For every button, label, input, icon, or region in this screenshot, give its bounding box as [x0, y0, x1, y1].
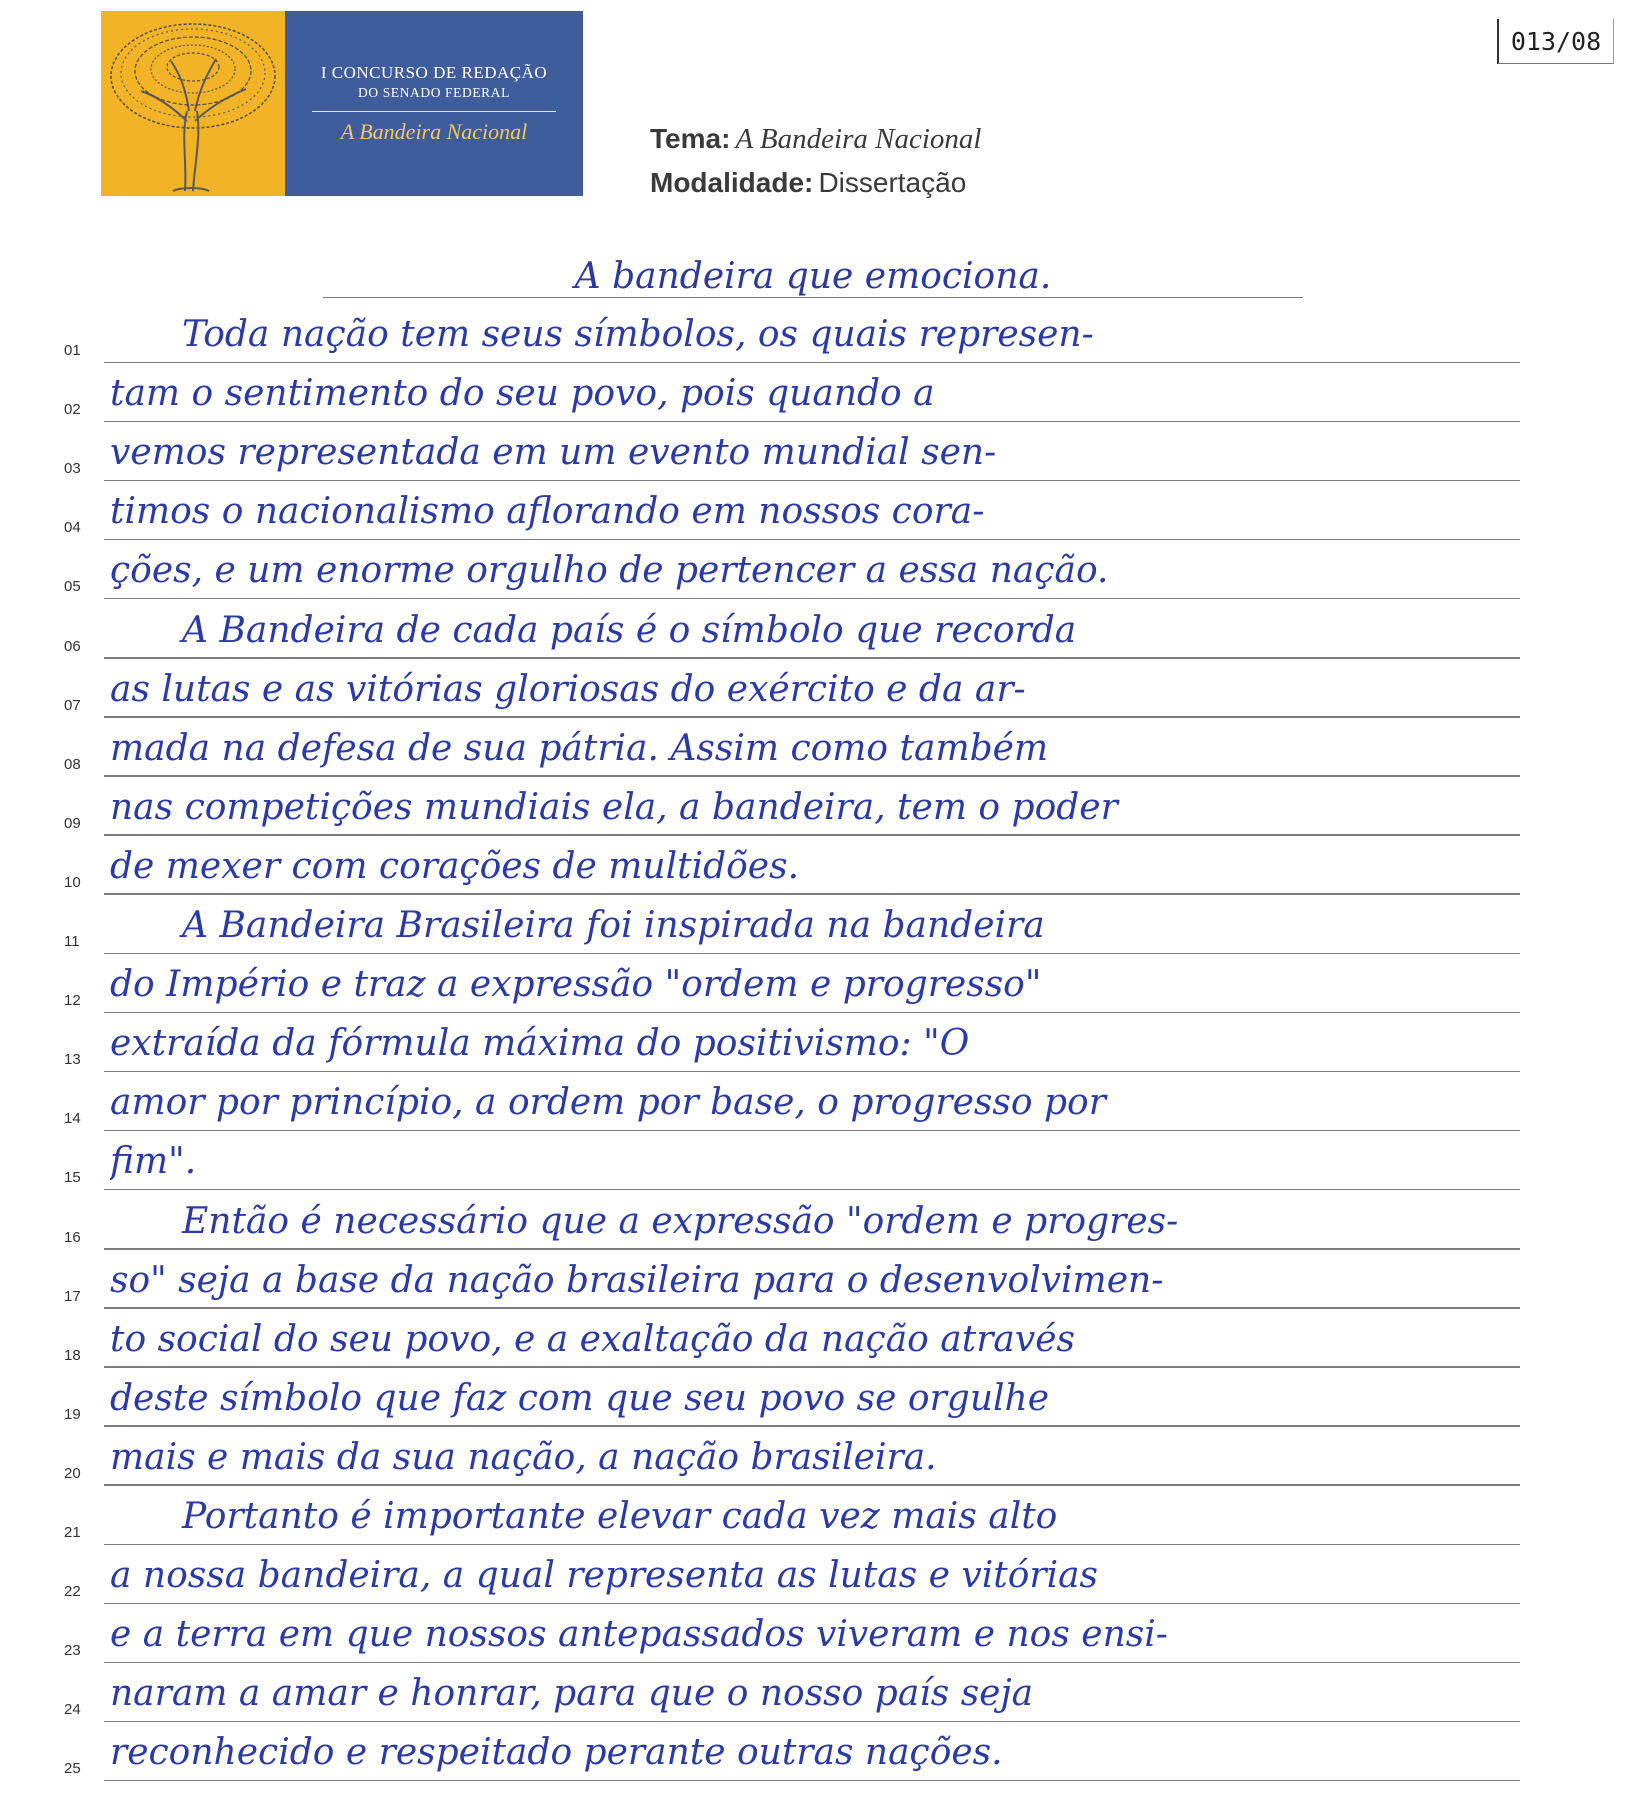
line-rule	[104, 421, 1520, 423]
line-number: 22	[64, 1583, 81, 1601]
handwritten-text: Toda nação tem seus símbolos, os quais represen-	[182, 314, 1094, 355]
line-rule	[104, 1544, 1520, 1546]
essay-line	[60, 896, 1520, 954]
line-number: 24	[64, 1701, 81, 1719]
line-number: 08	[64, 755, 81, 773]
line-rule	[104, 1366, 1520, 1368]
essay-line	[60, 1192, 1520, 1250]
essay-line	[60, 1605, 1520, 1663]
handwritten-text: Então é necessário que a expressão "ordem e progres-	[182, 1200, 1179, 1242]
line-rule	[104, 1425, 1520, 1427]
line-number: 05	[64, 578, 81, 596]
handwritten-text: mada na defesa de sua pátria. Assim como também	[110, 727, 1049, 769]
handwritten-text: ções, e um enorme orgulho de pertencer a essa nação.	[110, 550, 1109, 592]
line-rule	[104, 539, 1520, 541]
banner-subtitle: A Bandeira Nacional	[340, 119, 528, 144]
line-number: 19	[64, 1405, 81, 1423]
line-rule	[104, 1603, 1520, 1605]
line-rule	[104, 1484, 1520, 1486]
line-number: 25	[64, 1760, 81, 1778]
essay-line	[60, 541, 1520, 599]
line-number: 20	[64, 1464, 81, 1482]
essay-line	[60, 778, 1520, 836]
handwritten-text: deste símbolo que faz com que seu povo se orgulhe	[110, 1377, 1050, 1419]
essay-line	[60, 1664, 1520, 1722]
banner-title-line2: DO SENADO FEDERAL	[358, 85, 510, 100]
handwritten-text: Portanto é importante elevar cada vez mais alto	[182, 1496, 1058, 1537]
handwritten-text: reconhecido e respeitado perante outras nações.	[110, 1732, 1003, 1774]
essay-line	[60, 955, 1520, 1013]
handwritten-text: so" seja a base da nação brasileira para o desenvolvimen-	[110, 1259, 1164, 1301]
line-number: 16	[64, 1228, 81, 1246]
handwritten-text: A Bandeira de cada país é o símbolo que recorda	[182, 609, 1077, 651]
line-number: 21	[64, 1524, 81, 1541]
line-number: 01	[64, 342, 81, 359]
banner-divider	[312, 111, 556, 112]
modalidade-value: Dissertação	[818, 167, 967, 198]
line-number: 23	[64, 1642, 81, 1660]
essay-line	[60, 305, 1520, 363]
handwritten-text: tam o sentimento do seu povo, pois quando a	[110, 373, 935, 415]
line-rule	[104, 1130, 1520, 1132]
banner-title-line1: I CONCURSO DE REDAÇÃO	[320, 63, 548, 82]
line-rule	[104, 598, 1520, 600]
essay-line	[60, 1428, 1520, 1486]
handwritten-text: do Império e traz a expressão "ordem e progresso"	[110, 964, 1042, 1006]
line-rule	[104, 1012, 1520, 1014]
tema-value: A Bandeira Nacional	[735, 123, 982, 155]
essay-line	[60, 660, 1520, 718]
line-number: 04	[64, 519, 81, 537]
banner-text-panel	[285, 11, 583, 196]
handwritten-text: timos o nacionalismo aflorando em nossos cora-	[110, 491, 985, 533]
handwritten-text: as lutas e as vitórias gloriosas do exército e da ar-	[110, 668, 1026, 710]
contest-banner	[101, 11, 583, 196]
line-number: 10	[64, 873, 81, 891]
handwritten-text: nas competições mundiais ela, a bandeira, tem o poder	[110, 786, 1118, 828]
line-rule	[104, 1071, 1520, 1073]
line-number: 13	[64, 1051, 81, 1069]
handwritten-text: fim".	[110, 1141, 197, 1183]
handwritten-text: mais e mais da sua nação, a nação brasileira.	[110, 1436, 937, 1478]
line-number: 09	[64, 814, 81, 832]
handwritten-text: to social do seu povo, e a exaltação da nação através	[110, 1318, 1075, 1360]
line-rule	[104, 893, 1520, 895]
handwritten-text: a nossa bandeira, a qual representa as lutas e vitórias	[110, 1555, 1099, 1597]
modalidade-label: Modalidade:	[650, 167, 814, 198]
handwritten-text: amor por princípio, a ordem por base, o progresso por	[110, 1082, 1106, 1124]
handwritten-text: A Bandeira Brasileira foi inspirada na bandeira	[182, 905, 1045, 946]
line-number: 02	[64, 401, 81, 419]
line-rule	[104, 1248, 1520, 1250]
essay-line	[60, 1723, 1520, 1781]
essay-line	[60, 837, 1520, 895]
document-id-stamp: 013/08	[1497, 19, 1614, 64]
essay-line	[60, 1487, 1520, 1545]
essay-line	[60, 1132, 1520, 1190]
tema-row	[650, 117, 981, 161]
line-rule	[104, 657, 1520, 659]
line-rule	[104, 716, 1520, 718]
line-number: 12	[64, 992, 81, 1010]
essay-line	[60, 1073, 1520, 1131]
line-rule	[104, 1189, 1520, 1191]
line-number: 11	[64, 933, 80, 950]
line-number: 15	[64, 1169, 81, 1187]
essay-line	[60, 1369, 1520, 1427]
essay-title: A bandeira que emociona.	[323, 257, 1303, 298]
essay-line	[60, 601, 1520, 659]
line-number: 03	[64, 460, 81, 478]
handwritten-text: e a terra em que nossos antepassados viveram e nos ensi-	[110, 1614, 1168, 1656]
essay-line	[60, 1014, 1520, 1072]
line-number: 06	[64, 637, 81, 655]
line-number: 07	[64, 696, 81, 714]
essay-line	[60, 1310, 1520, 1368]
tree-logo	[101, 11, 285, 196]
line-number: 14	[64, 1110, 81, 1128]
line-rule	[104, 834, 1520, 836]
line-rule	[104, 1721, 1520, 1723]
tema-label: Tema:	[650, 123, 731, 154]
line-number: 18	[64, 1346, 81, 1364]
handwritten-text: vemos representada em um evento mundial sen-	[110, 432, 997, 474]
handwritten-text: naram a amar e honrar, para que o nosso país seja	[110, 1673, 1034, 1715]
essay-line	[60, 719, 1520, 777]
essay-line	[60, 1546, 1520, 1604]
line-rule	[104, 1662, 1520, 1664]
line-number: 17	[64, 1287, 81, 1305]
line-rule	[104, 953, 1520, 955]
handwritten-text: extraída da fórmula máxima do positivismo: "O	[110, 1023, 970, 1065]
essay-line	[60, 364, 1520, 422]
essay-meta	[650, 117, 981, 205]
essay-line	[60, 1251, 1520, 1309]
line-rule	[104, 480, 1520, 482]
line-rule	[104, 775, 1520, 777]
handwritten-text: de mexer com corações de multidões.	[110, 845, 800, 887]
essay-line	[60, 423, 1520, 481]
essay-line	[60, 482, 1520, 540]
line-rule	[104, 1307, 1520, 1309]
line-rule	[104, 1780, 1520, 1782]
modalidade-row	[650, 161, 981, 205]
line-rule	[104, 362, 1520, 364]
